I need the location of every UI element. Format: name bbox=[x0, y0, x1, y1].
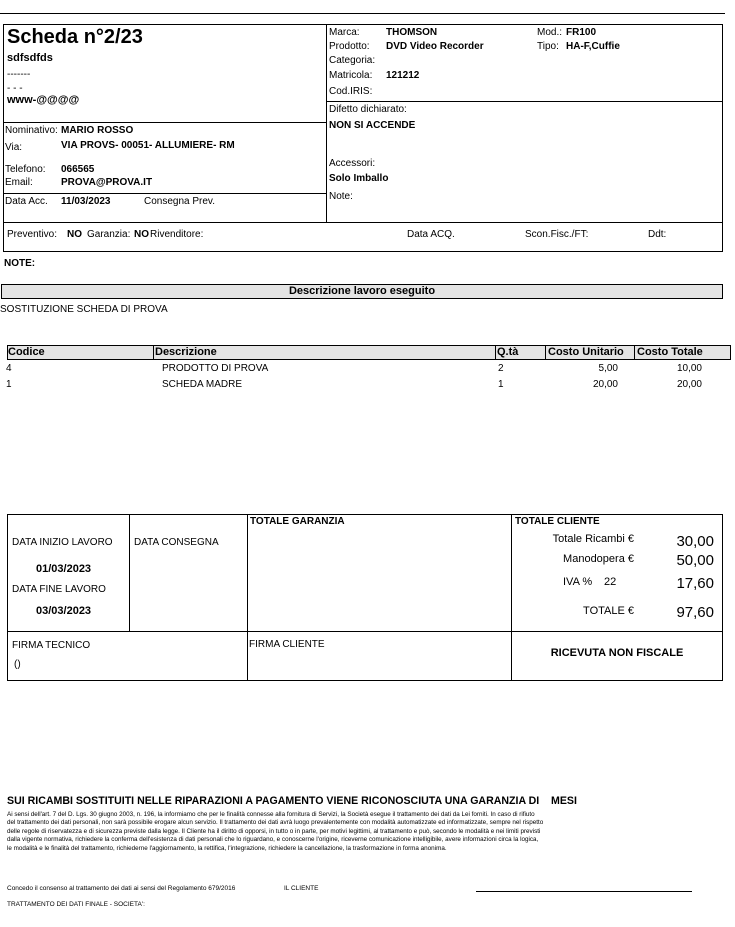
client-signature-line bbox=[476, 891, 692, 892]
cod-iris-label: Cod.IRIS: bbox=[329, 86, 373, 97]
notes-title: NOTE: bbox=[4, 258, 36, 269]
matricola-value: 121212 bbox=[386, 70, 420, 81]
ricambi-label: Totale Ricambi € bbox=[552, 533, 634, 545]
tipo-value: HA-F,Cuffie bbox=[566, 41, 620, 52]
part-descrizione: SCHEDA MADRE bbox=[162, 379, 243, 390]
top-rule bbox=[0, 13, 725, 14]
difetto-label: Difetto dichiarato: bbox=[329, 104, 407, 115]
iva-rate: 22 bbox=[604, 576, 617, 588]
mod-label: Mod.: bbox=[537, 27, 563, 38]
email-value: PROVA@PROVA.IT bbox=[61, 177, 153, 188]
totale-label: TOTALE € bbox=[583, 605, 634, 617]
work-description-text: SOSTITUZIONE SCHEDA DI PROVA bbox=[0, 304, 168, 315]
part-qta: 1 bbox=[498, 379, 504, 390]
ricevuta-non-fiscale: RICEVUTA NON FISCALE bbox=[550, 647, 684, 659]
part-costo-unitario: 20,00 bbox=[592, 379, 618, 390]
rivenditore-label: Rivenditore: bbox=[150, 229, 204, 240]
trattamento-finale-text: TRATTAMENTO DEI DATI FINALE - SOCIETA': bbox=[7, 901, 145, 908]
privacy-line: le modalità e le finalità del trattamento, richiederne l'aggiornamento, la rettifica, l'integrazione, richiedere la cancellazione, la trasformazione in forma anonima. bbox=[7, 844, 447, 852]
part-codice: 4 bbox=[6, 363, 12, 374]
firma-tecnico-label: FIRMA TECNICO bbox=[12, 640, 91, 651]
data-acq-label: Data ACQ. bbox=[407, 229, 455, 240]
privacy-line: del trattamento dei dati personali, non sarà possibile erogare alcun servizio. Il trattamento dei dati avrà luogo prevalentemente con modalità automatizzate ed informatizzate, sempre nel rispetto bbox=[7, 819, 544, 827]
mod-value: FR100 bbox=[566, 27, 597, 38]
data-inizio-value: 01/03/2023 bbox=[36, 563, 92, 575]
parts-header-codice: Codice bbox=[8, 346, 45, 358]
iva-label: IVA % bbox=[563, 576, 593, 588]
part-descrizione: PRODOTTO DI PROVA bbox=[162, 363, 269, 374]
consenso-text: Concedo il consenso al trattamento dei dati ai sensi del Regolamento 679/2016 bbox=[7, 885, 236, 892]
data-acc-value: 11/03/2023 bbox=[61, 196, 111, 207]
parts-header-qta: Q.tà bbox=[497, 346, 519, 358]
telefono-value: 066565 bbox=[61, 164, 95, 175]
part-qta: 2 bbox=[498, 363, 504, 374]
consegna-prev-label: Consegna Prev. bbox=[144, 196, 215, 207]
summary-col-2 bbox=[247, 514, 248, 681]
manodopera-value: 50,00 bbox=[676, 552, 714, 569]
work-description-header bbox=[1, 284, 723, 299]
data-acc-label: Data Acc. bbox=[5, 196, 48, 207]
privacy-line: Ai sensi dell'art. 7 del D. Lgs. 30 giugno 2003, n. 196, la informiamo che per le finalità connesse alla fornitura di Servizi, la Società esegue il trattamento dei dati da Lei forniti. In caso di rifiuto bbox=[7, 811, 535, 818]
totale-garanzia-label: TOTALE GARANZIA bbox=[250, 516, 345, 527]
il-cliente-label: IL CLIENTE bbox=[284, 885, 319, 892]
right-device-divider bbox=[326, 101, 723, 102]
manodopera-label: Manodopera € bbox=[563, 553, 634, 565]
matricola-label: Matricola: bbox=[329, 70, 373, 81]
via-value: VIA PROVS- 00051- ALLUMIERE- RM bbox=[61, 140, 235, 151]
parts-header-costo-unitario: Costo Unitario bbox=[548, 346, 624, 358]
summary-col-1 bbox=[129, 514, 130, 631]
garanzia-value: NO bbox=[134, 229, 149, 240]
preventivo-value: NO bbox=[67, 229, 82, 240]
header-vertical-divider bbox=[326, 24, 327, 222]
totale-cliente-label: TOTALE CLIENTE bbox=[515, 516, 600, 527]
page-title: Scheda n°2/23 bbox=[7, 26, 143, 48]
privacy-line: dalla vigente normativa, richiedere la conferma dell'esistenza di dati personali che lo riguardano, e conoscerne l'origine, riceverne comunicazione intelligibile, avere informazioni circa la logica, bbox=[7, 836, 539, 844]
prodotto-value: DVD Video Recorder bbox=[386, 41, 484, 52]
firma-tecnico-value: () bbox=[14, 659, 21, 670]
iva-value: 17,60 bbox=[676, 575, 714, 592]
email-label: Email: bbox=[5, 177, 33, 188]
company-name: sdfsdfds bbox=[7, 52, 53, 64]
parts-col-divider-2 bbox=[495, 345, 496, 360]
privacy-text bbox=[7, 811, 727, 853]
part-codice: 1 bbox=[6, 379, 12, 390]
data-consegna-label: DATA CONSEGNA bbox=[134, 537, 219, 548]
garanzia-ricambi-title: SUI RICAMBI SOSTITUITI NELLE RIPARAZIONI A PAGAMENTO VIENE RICONOSCIUTA UNA GARANZIA DI MESI bbox=[7, 795, 577, 807]
left-customer-divider bbox=[3, 193, 326, 194]
parts-col-divider-4 bbox=[634, 345, 635, 360]
accessori-label: Accessori: bbox=[329, 158, 376, 169]
categoria-label: Categoria: bbox=[329, 55, 376, 66]
parts-col-divider-3 bbox=[545, 345, 546, 360]
preventivo-label: Preventivo: bbox=[7, 229, 58, 240]
part-costo-unitario: 5,00 bbox=[598, 363, 618, 374]
work-description-title: Descrizione lavoro eseguito bbox=[288, 285, 436, 297]
marca-value: THOMSON bbox=[386, 27, 438, 38]
left-title-divider bbox=[3, 122, 326, 123]
summary-divider bbox=[7, 631, 723, 632]
marca-label: Marca: bbox=[329, 27, 360, 38]
prodotto-label: Prodotto: bbox=[329, 41, 370, 52]
part-costo-totale: 10,00 bbox=[676, 363, 702, 374]
garanzia-label: Garanzia: bbox=[87, 229, 131, 240]
data-inizio-label: DATA INIZIO LAVORO bbox=[12, 537, 113, 548]
part-costo-totale: 20,00 bbox=[676, 379, 702, 390]
data-fine-label: DATA FINE LAVORO bbox=[12, 584, 106, 595]
via-label: Via: bbox=[5, 142, 23, 153]
data-fine-value: 03/03/2023 bbox=[36, 605, 92, 617]
ricambi-value: 30,00 bbox=[676, 533, 714, 550]
parts-col-divider-1 bbox=[153, 345, 154, 360]
parts-header-costo-totale: Costo Totale bbox=[637, 346, 703, 358]
accessori-value: Solo Imballo bbox=[329, 173, 389, 184]
company-line-2: ------- bbox=[7, 69, 31, 80]
note-label: Note: bbox=[329, 191, 353, 202]
company-website: www-@@@@ bbox=[7, 94, 80, 106]
tipo-label: Tipo: bbox=[537, 41, 559, 52]
ddt-label: Ddt: bbox=[648, 229, 667, 240]
parts-header-descrizione: Descrizione bbox=[155, 346, 217, 358]
nominativo-value: MARIO ROSSO bbox=[61, 125, 134, 136]
difetto-value: NON SI ACCENDE bbox=[329, 120, 416, 131]
totale-value: 97,60 bbox=[676, 604, 714, 621]
firma-cliente-label: FIRMA CLIENTE bbox=[249, 639, 325, 650]
scon-fisc-label: Scon.Fisc./FT: bbox=[525, 229, 589, 240]
privacy-line: delle regole di riservatezza e di sicurezza previste dalla legge. Il Cliente ha il diritto di opporsi, in tutto o in parte, per motivi legittimi, al trattamento e può, secondo le modalità e nei limiti previsti bbox=[7, 827, 541, 835]
company-line-3: - - - bbox=[7, 83, 23, 94]
header-info-divider bbox=[3, 222, 723, 223]
telefono-label: Telefono: bbox=[5, 164, 46, 175]
nominativo-label: Nominativo: bbox=[5, 125, 58, 136]
